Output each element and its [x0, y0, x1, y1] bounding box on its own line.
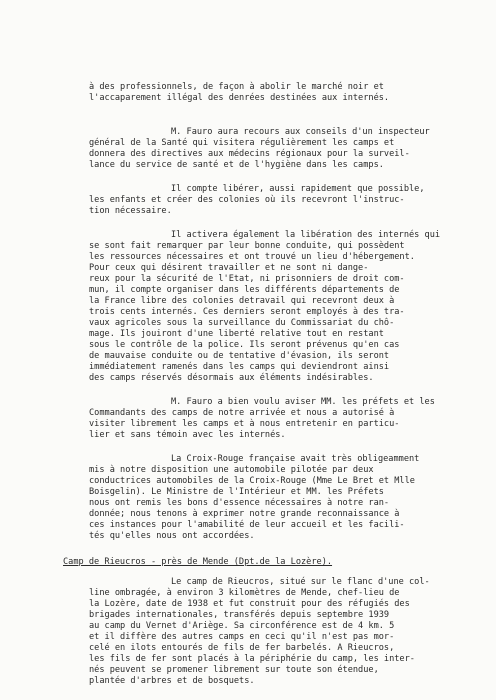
- text-line: au camp du Vernet d'Ariège. Sa circonférence est de 4 km. 5: [89, 621, 395, 631]
- text-line: se sont fait remarquer par leur bonne conduite, qui possèdent: [89, 241, 405, 251]
- text-line: Il activera également la libération des internés qui: [171, 230, 441, 240]
- text-line: tion nécessaire.: [89, 206, 172, 216]
- text-line: lance du service de santé et de l'hygiène dans les camps.: [89, 160, 384, 170]
- text-line: les ressources nécessaires et ont trouvé un lieu d'hébergement.: [89, 252, 415, 262]
- text-line: les fils de fer sont placés à la périphérie du camp, les inter-: [89, 654, 415, 664]
- text-line: la France libre des colonies detravail qui recevront deux à: [89, 296, 395, 306]
- text-line: les enfants et créer des colonies où ils recevront l'instruc-: [89, 195, 405, 205]
- text-line: Pour ceux qui désirent travailler et ne sont ni dange-: [89, 263, 369, 273]
- text-line: tés qu'elles nous ont accordées.: [89, 531, 255, 541]
- text-line: line ombragée, à environ 3 kilomètres de Mende, chef-lieu de: [89, 588, 400, 598]
- text-line: mage. Ils jouiront d'une liberté relative tout en restant: [89, 329, 384, 339]
- text-line: des camps réservés désormais aux éléments indésirables.: [89, 373, 374, 383]
- text-line: plantée d'arbres et de bosquets.: [89, 676, 255, 686]
- text-line: Commandants des camps de notre arrivée et nous a autorisé à: [89, 408, 395, 418]
- text-line: brigades internationales, transférés depuis septembre 1939: [89, 610, 390, 620]
- text-line: l'accaparement illégal des denrées destinées aux internés.: [89, 93, 390, 103]
- text-line: ces instances pour l'amabilité de leur accueil et les facili-: [89, 520, 405, 530]
- text-line: M. Fauro aura recours aux conseils d'un inspecteur: [171, 127, 430, 137]
- text-line: trois cents internés. Ces derniers seront employés à des tra-: [89, 307, 405, 317]
- text-line: La Croix-Rouge française avait très obligeamment: [171, 454, 420, 464]
- text-line: à des professionnels, de façon à abolir le marché noir et: [89, 82, 384, 92]
- text-line: conductrices automobiles de la Croix-Rouge (Mme Le Bret et Mlle: [89, 476, 415, 486]
- section-heading: Camp de Rieucros - près de Mende (Dpt.de la Lozère).: [63, 557, 333, 567]
- text-line: général de la Santé qui visitera régulièrement les camps et: [89, 138, 395, 148]
- text-line: reux pour la sécurité de l'Etat, ni prisonniers de droit com-: [89, 274, 405, 284]
- text-line: Il compte libérer, aussi rapidement que possible,: [171, 184, 425, 194]
- text-line: Boisgelin). Le Ministre de l'Intérieur et MM. les Préfets: [89, 487, 384, 497]
- text-line: vaux agricoles sous la surveillance du Commissariat du chô-: [89, 318, 395, 328]
- text-line: lier et sans témoin avec les internés.: [89, 430, 286, 440]
- text-line: nous ont remis les bons d'essence nécessaires à notre ran-: [89, 498, 390, 508]
- text-line: immédiatement ramenés dans les camps qui deviendront ainsi: [89, 362, 390, 372]
- text-line: mis à notre disposition une automobile pilotée par deux: [89, 465, 374, 475]
- text-line: la Lozère, date de 1938 et fut construit pour des réfugiés des: [89, 599, 410, 609]
- text-line: M. Fauro a bien voulu aviser MM. les préfets et les: [171, 397, 435, 407]
- text-line: mun, il compte organiser dans les différents départements de: [89, 285, 400, 295]
- text-line: donnera des directives aux médecins régionaux pour la surveil-: [89, 149, 410, 159]
- text-line: nés peuvent se promener librement sur toute son étendue,: [89, 665, 379, 675]
- text-line: visiter librement les camps et à nous entretenir en particu-: [89, 419, 400, 429]
- text-line: de mauvaise conduite ou de tentative d'évasion, ils seront: [89, 351, 390, 361]
- text-line: et il diffère des autres camps en ceci qu'il n'est pas mor-: [89, 632, 395, 642]
- text-line: sous le contrôle de la police. Ils seront prévenus qu'en cas: [89, 340, 400, 350]
- text-line: celé en ilots entourés de fils de fer barbelés. A Rieucros,: [89, 643, 395, 653]
- text-line: Le camp de Rieucros, situé sur le flanc d'une col-: [171, 577, 430, 587]
- text-line: donnée; nous tenons à exprimer notre grande reconnaissance à: [89, 509, 400, 519]
